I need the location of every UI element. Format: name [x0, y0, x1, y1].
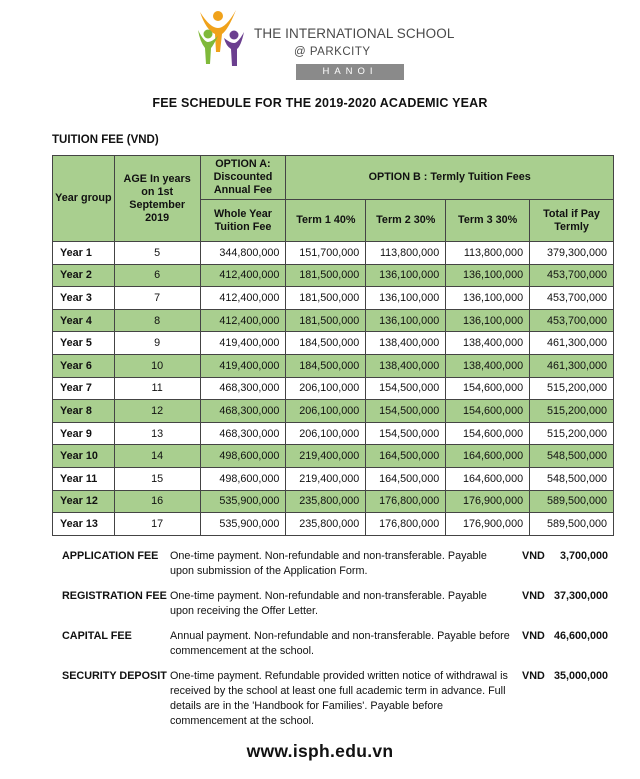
table-row — [53, 332, 614, 355]
year-cell: Year 12 — [53, 490, 115, 513]
fee-currency: VND — [522, 630, 545, 642]
fee-currency: VND — [522, 670, 545, 682]
term2-cell: 154,500,000 — [366, 422, 446, 445]
term3-cell: 136,100,000 — [446, 287, 530, 310]
term2-cell: 138,400,000 — [366, 332, 446, 355]
total-termly-cell: 461,300,000 — [530, 354, 614, 377]
table-row — [53, 445, 614, 468]
age-cell: 11 — [114, 377, 200, 400]
term2-cell: 154,500,000 — [366, 400, 446, 423]
year-cell: Year 13 — [53, 513, 115, 536]
school-city: HANOI — [296, 64, 404, 80]
year-cell: Year 6 — [53, 354, 115, 377]
table-row — [53, 490, 614, 513]
table-row — [53, 264, 614, 287]
age-cell: 5 — [114, 242, 200, 265]
fee-description: One-time payment. Non-refundable and non-transferable. Payable upon submission of the Application Form. — [170, 550, 487, 577]
fee-label: REGISTRATION FEE — [62, 590, 167, 602]
total-termly-cell: 548,500,000 — [530, 467, 614, 490]
term1-cell: 235,800,000 — [286, 490, 366, 513]
annual-fee-cell: 344,800,000 — [200, 242, 286, 265]
year-cell: Year 9 — [53, 422, 115, 445]
table-row — [53, 422, 614, 445]
fee-description: One-time payment. Non-refundable and non-transferable. Payable upon receiving the Offer Letter. — [170, 590, 487, 617]
term3-cell: 154,600,000 — [446, 400, 530, 423]
age-cell: 7 — [114, 287, 200, 310]
column-header-term3: Term 3 30% — [446, 200, 530, 242]
table-row — [53, 309, 614, 332]
fee-amount: 3,700,000 — [559, 550, 608, 562]
school-campus: @ PARKCITY — [294, 46, 371, 58]
fee-currency: VND — [522, 590, 545, 602]
age-cell: 17 — [114, 513, 200, 536]
year-cell: Year 7 — [53, 377, 115, 400]
age-cell: 15 — [114, 467, 200, 490]
tuition-fee-table — [52, 155, 614, 536]
term1-cell: 184,500,000 — [286, 332, 366, 355]
annual-fee-cell: 468,300,000 — [200, 377, 286, 400]
total-termly-cell: 453,700,000 — [530, 287, 614, 310]
column-header-option-b: OPTION B : Termly Tuition Fees — [286, 156, 614, 200]
annual-fee-cell: 419,400,000 — [200, 354, 286, 377]
term1-cell: 206,100,000 — [286, 422, 366, 445]
age-cell: 12 — [114, 400, 200, 423]
total-termly-cell: 515,200,000 — [530, 422, 614, 445]
total-termly-cell: 379,300,000 — [530, 242, 614, 265]
annual-fee-cell: 419,400,000 — [200, 332, 286, 355]
term2-cell: 136,100,000 — [366, 309, 446, 332]
term1-cell: 219,400,000 — [286, 467, 366, 490]
total-termly-cell: 589,500,000 — [530, 513, 614, 536]
fee-label: SECURITY DEPOSIT — [62, 670, 167, 682]
term3-cell: 176,900,000 — [446, 513, 530, 536]
age-cell: 13 — [114, 422, 200, 445]
fee-label: CAPITAL FEE — [62, 630, 132, 642]
term3-cell: 164,600,000 — [446, 467, 530, 490]
term3-cell: 164,600,000 — [446, 445, 530, 468]
term2-cell: 176,800,000 — [366, 490, 446, 513]
school-logo — [196, 8, 456, 80]
term2-cell: 176,800,000 — [366, 513, 446, 536]
year-cell: Year 5 — [53, 332, 115, 355]
table-row — [53, 467, 614, 490]
total-termly-cell: 548,500,000 — [530, 445, 614, 468]
term1-cell: 181,500,000 — [286, 309, 366, 332]
column-header-term1: Term 1 40% — [286, 200, 366, 242]
term2-cell: 164,500,000 — [366, 467, 446, 490]
age-cell: 16 — [114, 490, 200, 513]
year-cell: Year 3 — [53, 287, 115, 310]
year-cell: Year 11 — [53, 467, 115, 490]
term2-cell: 154,500,000 — [366, 377, 446, 400]
term2-cell: 136,100,000 — [366, 287, 446, 310]
fee-amount: 46,600,000 — [553, 630, 608, 642]
table-row — [53, 513, 614, 536]
term3-cell: 138,400,000 — [446, 332, 530, 355]
fee-description: Annual payment. Non-refundable and non-transferable. Payable before commencement at the school. — [170, 630, 510, 657]
column-header-age: AGE In years on 1st September 2019 — [114, 156, 200, 242]
year-cell: Year 2 — [53, 264, 115, 287]
age-cell: 10 — [114, 354, 200, 377]
page-title: FEE SCHEDULE FOR THE 2019-2020 ACADEMIC YEAR — [152, 96, 488, 110]
table-row — [53, 242, 614, 265]
term3-cell: 136,100,000 — [446, 309, 530, 332]
total-termly-cell: 589,500,000 — [530, 490, 614, 513]
tuition-section-title: TUITION FEE (VND) — [52, 134, 159, 146]
annual-fee-cell: 468,300,000 — [200, 422, 286, 445]
fee-description: One-time payment. Refundable provided written notice of withdrawal is received by the school at least one full academic term in advance. Full details are in the 'Handbook for Families'. Payable before commencement at the school. — [170, 670, 508, 727]
table-row — [53, 377, 614, 400]
annual-fee-cell: 535,900,000 — [200, 513, 286, 536]
annual-fee-cell: 498,600,000 — [200, 445, 286, 468]
term1-cell: 181,500,000 — [286, 287, 366, 310]
total-termly-cell: 515,200,000 — [530, 400, 614, 423]
annual-fee-cell: 498,600,000 — [200, 467, 286, 490]
school-name: THE INTERNATIONAL SCHOOL — [254, 26, 455, 41]
table-row — [53, 400, 614, 423]
column-header-option-a: OPTION A: Discounted Annual Fee — [200, 156, 286, 200]
term3-cell: 154,600,000 — [446, 422, 530, 445]
table-row — [53, 354, 614, 377]
age-cell: 8 — [114, 309, 200, 332]
annual-fee-cell: 468,300,000 — [200, 400, 286, 423]
age-cell: 14 — [114, 445, 200, 468]
term2-cell: 138,400,000 — [366, 354, 446, 377]
column-header-whole-year: Whole Year Tuition Fee — [200, 200, 286, 242]
total-termly-cell: 461,300,000 — [530, 332, 614, 355]
term2-cell: 136,100,000 — [366, 264, 446, 287]
annual-fee-cell: 412,400,000 — [200, 264, 286, 287]
term1-cell: 184,500,000 — [286, 354, 366, 377]
annual-fee-cell: 412,400,000 — [200, 287, 286, 310]
website-link[interactable]: www.isph.edu.vn — [246, 741, 394, 761]
age-cell: 9 — [114, 332, 200, 355]
term1-cell: 151,700,000 — [286, 242, 366, 265]
column-header-term2: Term 2 30% — [366, 200, 446, 242]
school-emblem-icon — [196, 8, 248, 72]
term1-cell: 206,100,000 — [286, 400, 366, 423]
column-header-total: Total if Pay Termly — [530, 200, 614, 242]
column-header-year-group: Year group — [53, 156, 115, 242]
term3-cell: 136,100,000 — [446, 264, 530, 287]
age-cell: 6 — [114, 264, 200, 287]
term1-cell: 206,100,000 — [286, 377, 366, 400]
term2-cell: 164,500,000 — [366, 445, 446, 468]
annual-fee-cell: 412,400,000 — [200, 309, 286, 332]
total-termly-cell: 515,200,000 — [530, 377, 614, 400]
term1-cell: 181,500,000 — [286, 264, 366, 287]
total-termly-cell: 453,700,000 — [530, 309, 614, 332]
term1-cell: 219,400,000 — [286, 445, 366, 468]
total-termly-cell: 453,700,000 — [530, 264, 614, 287]
term3-cell: 176,900,000 — [446, 490, 530, 513]
annual-fee-cell: 535,900,000 — [200, 490, 286, 513]
term3-cell: 154,600,000 — [446, 377, 530, 400]
fee-amount: 37,300,000 — [553, 590, 608, 602]
term3-cell: 113,800,000 — [446, 242, 530, 265]
term1-cell: 235,800,000 — [286, 513, 366, 536]
year-cell: Year 4 — [53, 309, 115, 332]
term2-cell: 113,800,000 — [366, 242, 446, 265]
fee-currency: VND — [522, 550, 545, 562]
term3-cell: 138,400,000 — [446, 354, 530, 377]
year-cell: Year 1 — [53, 242, 115, 265]
year-cell: Year 8 — [53, 400, 115, 423]
fee-label: APPLICATION FEE — [62, 550, 159, 562]
year-cell: Year 10 — [53, 445, 115, 468]
table-row — [53, 287, 614, 310]
fee-amount: 35,000,000 — [553, 670, 608, 682]
